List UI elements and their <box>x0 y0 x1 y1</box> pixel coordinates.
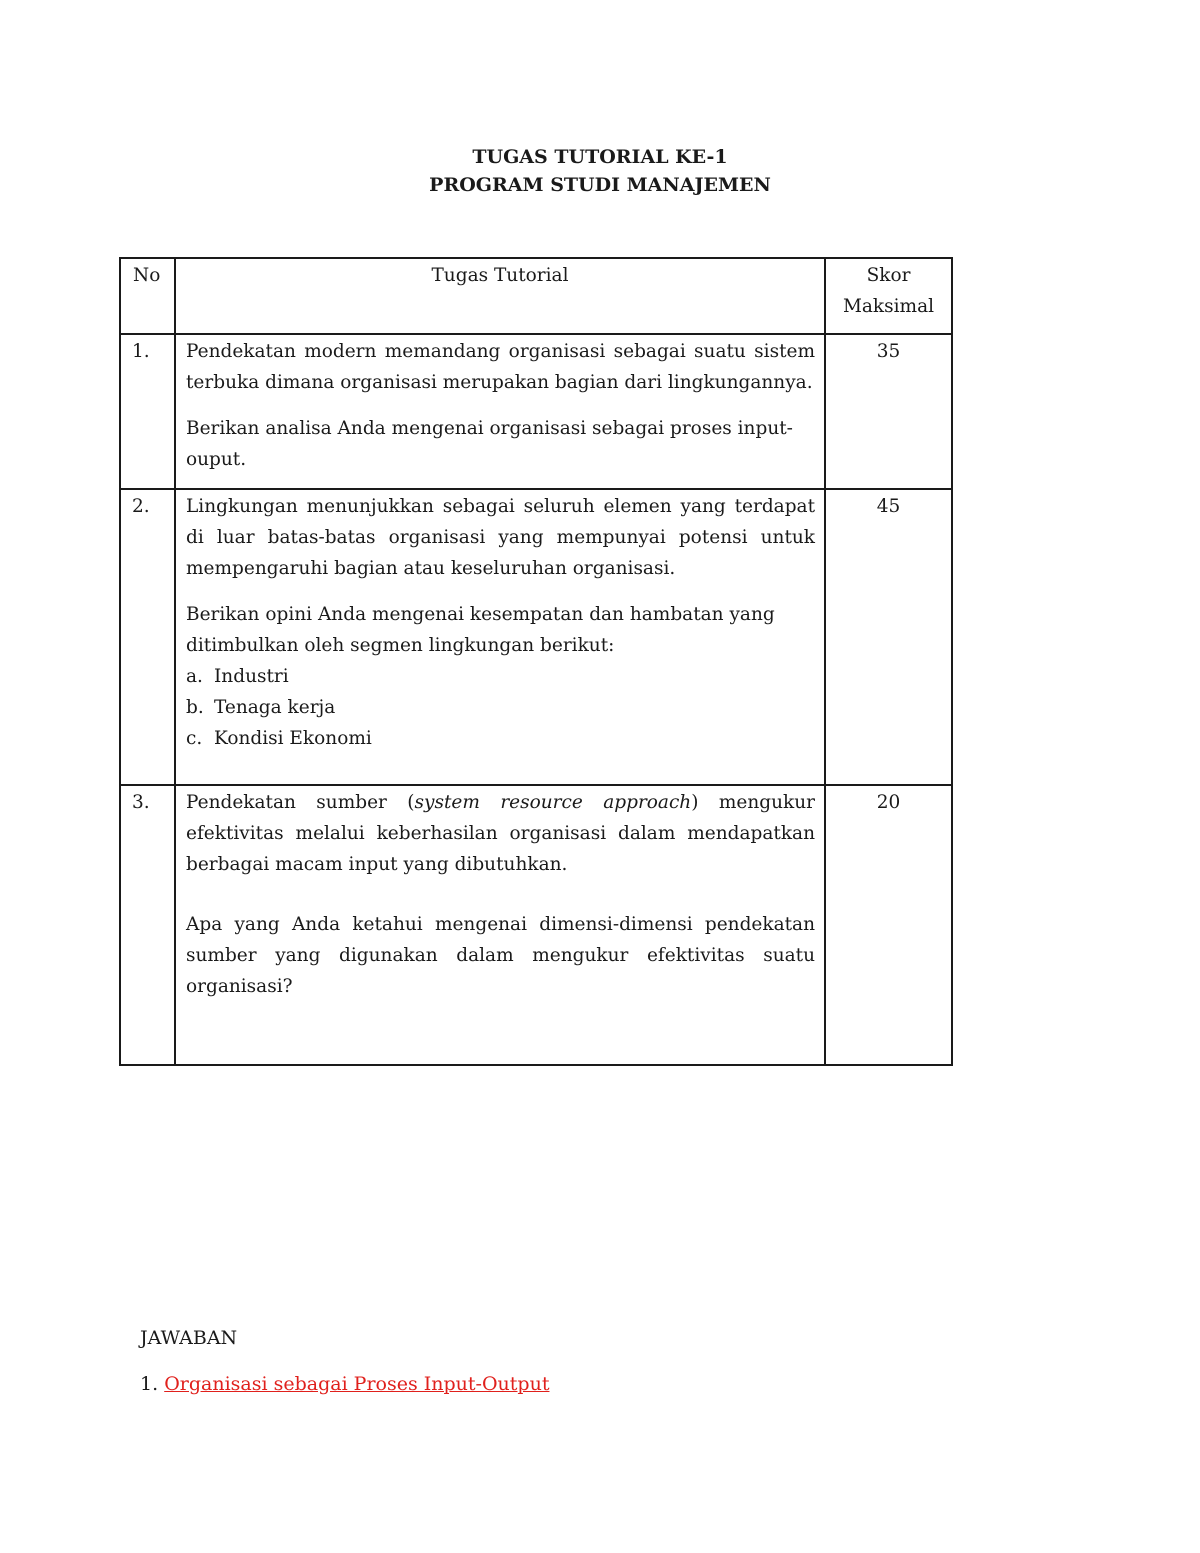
answer-link[interactable]: Organisasi sebagai Proses Input-Output <box>164 1373 550 1395</box>
max-score: 35 <box>825 334 952 489</box>
list-item <box>186 692 815 723</box>
tutorial-task-table <box>119 257 953 1066</box>
list-item-text: Kondisi Ekonomi <box>214 728 372 749</box>
header-task: Tugas Tutorial <box>175 258 825 334</box>
task-description <box>175 785 825 1065</box>
list-item <box>186 723 815 754</box>
row-number: 2. <box>120 489 175 785</box>
max-score: 45 <box>825 489 952 785</box>
table-row <box>120 489 952 785</box>
statement-italic-term: system resource approach <box>414 792 692 813</box>
list-item-letter: b. <box>186 697 204 718</box>
list-item-text: Industri <box>214 666 289 687</box>
task-question: Berikan opini Anda mengenai kesempatan dan hambatan yang ditimbulkan oleh segmen lingkungan berikut: <box>186 604 775 656</box>
header-score-line1: Skor <box>866 265 911 286</box>
list-item <box>186 661 815 692</box>
task-statement <box>186 787 815 880</box>
document-title: TUGAS TUTORIAL KE-1 <box>472 146 728 168</box>
list-item-text: Tenaga kerja <box>214 697 336 718</box>
answer-item-1 <box>140 1370 549 1398</box>
task-statement: Lingkungan menunjukkan sebagai seluruh elemen yang terdapat di luar batas-batas organisasi yang mempunyai potensi untuk mempengaruhi bagian atau keseluruhan organisasi. <box>186 496 815 579</box>
table-header-row <box>120 258 952 334</box>
max-score: 20 <box>825 785 952 1065</box>
task-question: Berikan analisa Anda mengenai organisasi sebagai proses input-ouput. <box>186 418 793 470</box>
table-row <box>120 785 952 1065</box>
list-item-letter: c. <box>186 728 203 749</box>
task-statement: Pendekatan modern memandang organisasi sebagai suatu sistem terbuka dimana organisasi merupakan bagian dari lingkungannya. <box>186 341 815 393</box>
answers-heading: JAWABAN <box>140 1327 238 1349</box>
segment-list <box>186 661 815 754</box>
header-score <box>825 258 952 334</box>
statement-start: Pendekatan sumber ( <box>186 792 415 813</box>
header-score-line2: Maksimal <box>842 296 935 317</box>
row-number: 3. <box>120 785 175 1065</box>
table-row <box>120 334 952 489</box>
document-subtitle: PROGRAM STUDI MANAJEMEN <box>429 174 771 196</box>
answer-number: 1. <box>140 1373 159 1395</box>
task-question: Apa yang Anda ketahui mengenai dimensi-dimensi pendekatan sumber yang digunakan dalam mengukur efektivitas suatu organisasi? <box>186 914 815 997</box>
statement-end: ) mengukur efektivitas melalui keberhasilan organisasi dalam mendapatkan berbagai macam input yang dibutuhkan. <box>186 792 816 875</box>
list-item-letter: a. <box>186 666 203 687</box>
task-description <box>175 489 825 785</box>
task-description <box>175 334 825 489</box>
header-no: No <box>120 258 175 334</box>
row-number: 1. <box>120 334 175 489</box>
